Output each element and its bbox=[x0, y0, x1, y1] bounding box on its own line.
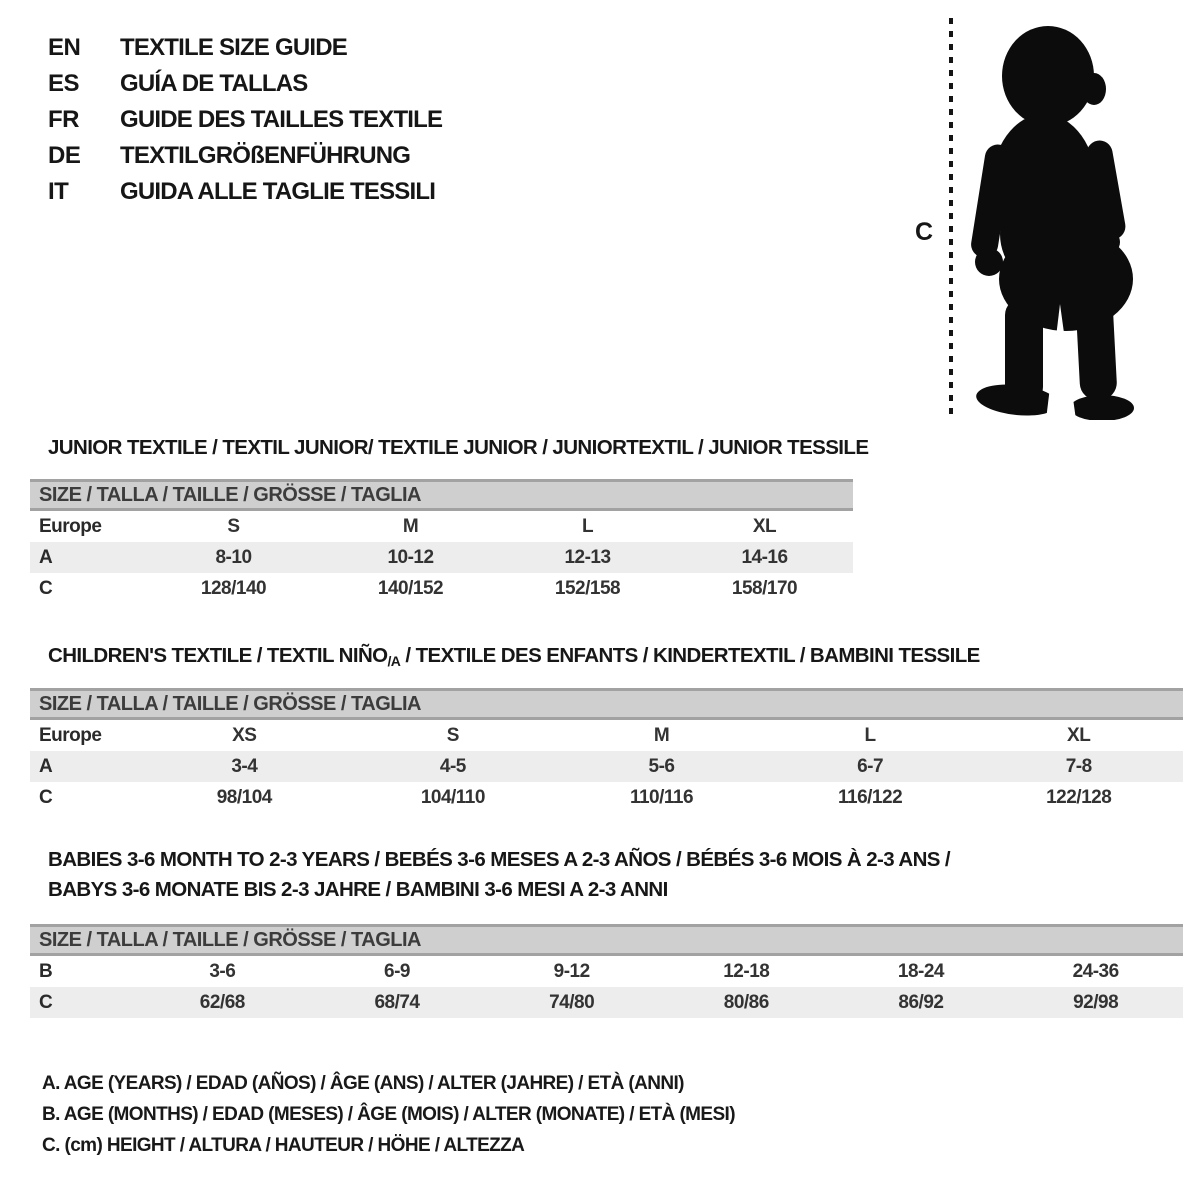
lang-code-it: IT bbox=[48, 178, 69, 205]
children-row-height bbox=[30, 782, 1183, 813]
junior-europe-xl: XL bbox=[752, 515, 777, 537]
children-size-bar bbox=[30, 688, 1183, 720]
children-height-label: C bbox=[39, 786, 53, 808]
children-europe-label: Europe bbox=[39, 724, 102, 746]
children-table bbox=[30, 720, 1183, 813]
junior-row-europe bbox=[30, 511, 853, 542]
children-section-heading bbox=[48, 644, 980, 669]
children-age-m: 5-6 bbox=[648, 755, 675, 777]
toddler-silhouette-icon bbox=[965, 16, 1155, 420]
junior-height-l: 152/158 bbox=[554, 577, 621, 599]
babies-height-5: 86/92 bbox=[898, 991, 944, 1013]
junior-age-label: A bbox=[39, 546, 53, 568]
babies-table bbox=[30, 956, 1183, 1018]
children-height-s: 104/110 bbox=[420, 786, 485, 808]
children-row-europe bbox=[30, 720, 1183, 751]
lang-row-de bbox=[48, 138, 442, 174]
junior-europe-label: Europe bbox=[39, 515, 102, 537]
babies-height-6: 92/98 bbox=[1073, 991, 1119, 1013]
children-age-xl: 7-8 bbox=[1065, 755, 1092, 777]
babies-size-table bbox=[30, 924, 1183, 1018]
junior-height-xl: 158/170 bbox=[731, 577, 798, 599]
junior-age-m: 10-12 bbox=[387, 546, 434, 568]
children-height-l: 116/122 bbox=[838, 786, 903, 808]
junior-row-age bbox=[30, 542, 853, 573]
legend-age-months: B. AGE (MONTHS) / EDAD (MESES) / ÂGE (MOIS) / ALTER (MONATE) / ETÀ (MESI) bbox=[42, 1103, 735, 1125]
language-title-list bbox=[48, 30, 442, 210]
children-row-age bbox=[30, 751, 1183, 782]
measurement-legend bbox=[42, 1068, 735, 1161]
legend-age-years: A. AGE (YEARS) / EDAD (AÑOS) / ÂGE (ANS) / ALTER (JAHRE) / ETÀ (ANNI) bbox=[42, 1072, 684, 1094]
lang-code-de: DE bbox=[48, 142, 81, 169]
lang-code-en: EN bbox=[48, 34, 81, 61]
children-size-bar-label: SIZE / TALLA / TAILLE / GRÖSSE / TAGLIA bbox=[39, 692, 421, 715]
children-age-label: A bbox=[39, 755, 53, 777]
children-age-xs: 3-4 bbox=[231, 755, 258, 777]
babies-height-4: 80/86 bbox=[723, 991, 769, 1013]
lang-code-fr: FR bbox=[48, 106, 79, 133]
lang-label-en: TEXTILE SIZE GUIDE bbox=[120, 34, 347, 61]
height-dashed-line bbox=[949, 18, 953, 416]
babies-heading-line1: BABIES 3-6 MONTH TO 2-3 YEARS / BEBÉS 3-6 MESES A 2-3 AÑOS / BÉBÉS 3-6 MOIS À 2-3 ANS / bbox=[48, 848, 951, 871]
babies-months-2: 6-9 bbox=[384, 960, 410, 982]
junior-age-l: 12-13 bbox=[564, 546, 611, 568]
children-europe-xl: XL bbox=[1067, 724, 1091, 746]
children-age-s: 4-5 bbox=[439, 755, 466, 777]
children-heading-prefix: CHILDREN'S TEXTILE / TEXTIL NIÑO bbox=[48, 644, 388, 667]
junior-height-m: 140/152 bbox=[377, 577, 444, 599]
lang-row-en bbox=[48, 30, 442, 66]
children-size-table bbox=[30, 688, 1183, 813]
junior-heading-text: JUNIOR TEXTILE / TEXTIL JUNIOR/ TEXTILE JUNIOR / JUNIORTEXTIL / JUNIOR TESSILE bbox=[48, 436, 869, 459]
height-measure-figure bbox=[905, 8, 1160, 420]
junior-size-bar-label: SIZE / TALLA / TAILLE / GRÖSSE / TAGLIA bbox=[39, 483, 421, 506]
junior-size-bar bbox=[30, 479, 853, 511]
height-measure-label: C bbox=[915, 218, 934, 246]
children-europe-l: L bbox=[864, 724, 876, 746]
babies-months-3: 9-12 bbox=[553, 960, 590, 982]
babies-row-height bbox=[30, 987, 1183, 1018]
babies-height-label: C bbox=[39, 991, 53, 1013]
lang-code-es: ES bbox=[48, 70, 80, 97]
junior-height-s: 128/140 bbox=[200, 577, 267, 599]
legend-height-cm: C. (cm) HEIGHT / ALTURA / HAUTEUR / HÖHE / ALTEZZA bbox=[42, 1134, 525, 1156]
junior-row-height bbox=[30, 573, 853, 604]
children-heading-subscript: /A bbox=[387, 653, 401, 669]
lang-row-es bbox=[48, 66, 442, 102]
junior-section-heading bbox=[48, 436, 868, 460]
children-height-m: 110/116 bbox=[629, 786, 694, 808]
babies-size-bar bbox=[30, 924, 1183, 956]
babies-heading-line2: BABYS 3-6 MONATE BIS 2-3 JAHRE / BAMBINI 3-6 MESI A 2-3 ANNI bbox=[48, 878, 668, 901]
babies-months-4: 12-18 bbox=[723, 960, 770, 982]
lang-row-it bbox=[48, 174, 442, 210]
babies-height-3: 74/80 bbox=[549, 991, 595, 1013]
children-europe-m: M bbox=[653, 724, 670, 746]
junior-age-s: 8-10 bbox=[215, 546, 252, 568]
babies-months-6: 24-36 bbox=[1072, 960, 1119, 982]
junior-europe-m: M bbox=[402, 515, 419, 537]
junior-age-xl: 14-16 bbox=[741, 546, 788, 568]
lang-label-de: TEXTILGRÖßENFÜHRUNG bbox=[120, 142, 411, 169]
junior-height-label: C bbox=[39, 577, 53, 599]
babies-months-5: 18-24 bbox=[897, 960, 944, 982]
children-age-l: 6-7 bbox=[857, 755, 884, 777]
babies-height-1: 62/68 bbox=[199, 991, 245, 1013]
children-heading-suffix: / TEXTILE DES ENFANTS / KINDERTEXTIL / BAMBINI TESSILE bbox=[400, 644, 980, 667]
children-height-xl: 122/128 bbox=[1046, 786, 1112, 808]
lang-label-it: GUIDA ALLE TAGLIE TESSILI bbox=[120, 178, 436, 205]
babies-section-heading bbox=[48, 845, 950, 905]
babies-months-1: 3-6 bbox=[209, 960, 236, 982]
junior-size-table bbox=[30, 479, 853, 604]
lang-label-fr: GUIDE DES TAILLES TEXTILE bbox=[120, 106, 443, 133]
junior-europe-s: S bbox=[227, 515, 240, 537]
children-europe-s: S bbox=[446, 724, 459, 746]
junior-table bbox=[30, 511, 853, 604]
lang-row-fr bbox=[48, 102, 442, 138]
babies-size-bar-label: SIZE / TALLA / TAILLE / GRÖSSE / TAGLIA bbox=[39, 928, 421, 951]
babies-height-2: 68/74 bbox=[374, 991, 420, 1013]
children-height-xs: 98/104 bbox=[216, 786, 272, 808]
babies-months-label: B bbox=[39, 960, 53, 982]
lang-label-es: GUÍA DE TALLAS bbox=[120, 70, 308, 97]
babies-row-months bbox=[30, 956, 1183, 987]
children-europe-xs: XS bbox=[232, 724, 257, 746]
junior-europe-l: L bbox=[581, 515, 594, 537]
